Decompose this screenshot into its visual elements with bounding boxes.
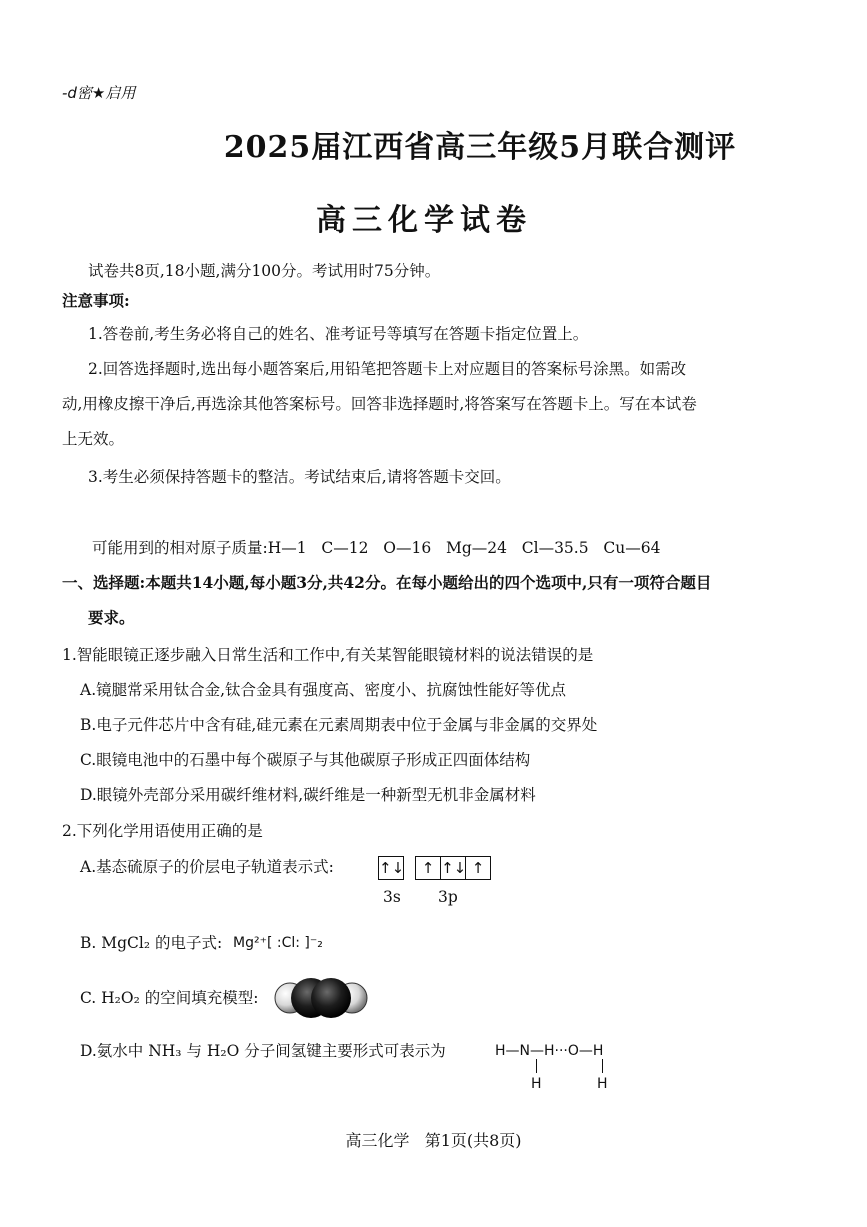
q2-stem: 2.下列化学用语使用正确的是 <box>62 822 263 840</box>
exam-title: 2025届江西省高三年级5月联合测评 <box>223 130 737 165</box>
q1-stem: 1.智能眼镜正逐步融入日常生活和工作中,有关某智能眼镜材料的说法错误的是 <box>62 646 594 664</box>
note-1: 1.答卷前,考生务必将自己的姓名、准考证号等填写在答题卡指定位置上。 <box>88 325 589 343</box>
q1-option-b: B.电子元件芯片中含有硅,硅元素在元素周期表中位于金属与非金属的交界处 <box>80 716 598 734</box>
q2-option-a-text: A.基态硫原子的价层电子轨道表示式: <box>80 858 334 876</box>
exam-summary: 试卷共8页,18小题,满分100分。考试用时75分钟。 <box>88 262 441 280</box>
section-1-heading-line-1: 一、选择题:本题共14小题,每小题3分,共42分。在每小题给出的四个选项中,只有一项符合题目 <box>62 573 712 592</box>
hydrogen-bond-formula: H—N—H···O—H <box>495 1043 604 1059</box>
q2-option-b-text: B. MgCl₂ 的电子式: <box>80 934 223 952</box>
page-footer: 高三化学 第1页(共8页) <box>345 1131 522 1150</box>
orbital-3p-box <box>415 856 491 880</box>
orbital-label-3p: 3p <box>438 888 458 906</box>
q1-option-d: D.眼镜外壳部分采用碳纤维材料,碳纤维是一种新型无机非金属材料 <box>80 786 536 804</box>
note-3: 3.考生必须保持答题卡的整洁。考试结束后,请将答题卡交回。 <box>88 468 511 486</box>
orbital-diagram <box>378 856 491 880</box>
o-h-bond-line <box>602 1059 603 1073</box>
n-h-bond-line <box>536 1059 537 1073</box>
notes-heading: 注意事项: <box>62 291 130 310</box>
q1-option-a: A.镜腿常采用钛合金,钛合金具有强度高、密度小、抗腐蚀性能好等优点 <box>80 681 567 699</box>
section-1-heading-line-2: 要求。 <box>88 608 135 627</box>
h2o2-space-filling-model <box>273 976 369 1024</box>
note-2-line-2: 动,用橡皮擦干净后,再选涂其他答案标号。回答非选择题时,将答案写在答题卡上。写在本试卷 <box>62 395 697 413</box>
confidential-mark: -d密★启用 <box>62 84 136 102</box>
q1-option-c: C.眼镜电池中的石墨中每个碳原子与其他碳原子形成正四面体结构 <box>80 751 531 769</box>
mgcl2-electron-formula: Mg²⁺[ :Cl: ]⁻₂ <box>233 935 323 951</box>
atomic-masses: 可能用到的相对原子质量:H—1 C—12 O—16 Mg—24 Cl—35.5 Cu—64 <box>92 539 661 557</box>
q2-option-c-text: C. H₂O₂ 的空间填充模型: <box>80 989 259 1007</box>
note-2-line-1: 2.回答选择题时,选出每小题答案后,用铅笔把答题卡上对应题目的答案标号涂黑。如需改 <box>88 360 687 378</box>
exam-subtitle: 高三化学试卷 <box>316 203 532 238</box>
orbital-3p-cell-2: ↑↓ <box>441 859 467 877</box>
n-bonded-h: H <box>531 1076 542 1092</box>
note-2-line-3: 上无效。 <box>62 430 125 448</box>
orbital-3p-cell-1: ↑ <box>416 857 441 879</box>
q2-option-d-text: D.氨水中 NH₃ 与 H₂O 分子间氢键主要形式可表示为 <box>80 1042 446 1060</box>
orbital-3s-cell: ↑↓ <box>379 859 405 877</box>
orbital-3s-box <box>378 856 404 880</box>
o-bonded-h: H <box>597 1076 608 1092</box>
orbital-label-3s: 3s <box>383 888 401 906</box>
orbital-3p-cell-3: ↑ <box>471 859 485 877</box>
